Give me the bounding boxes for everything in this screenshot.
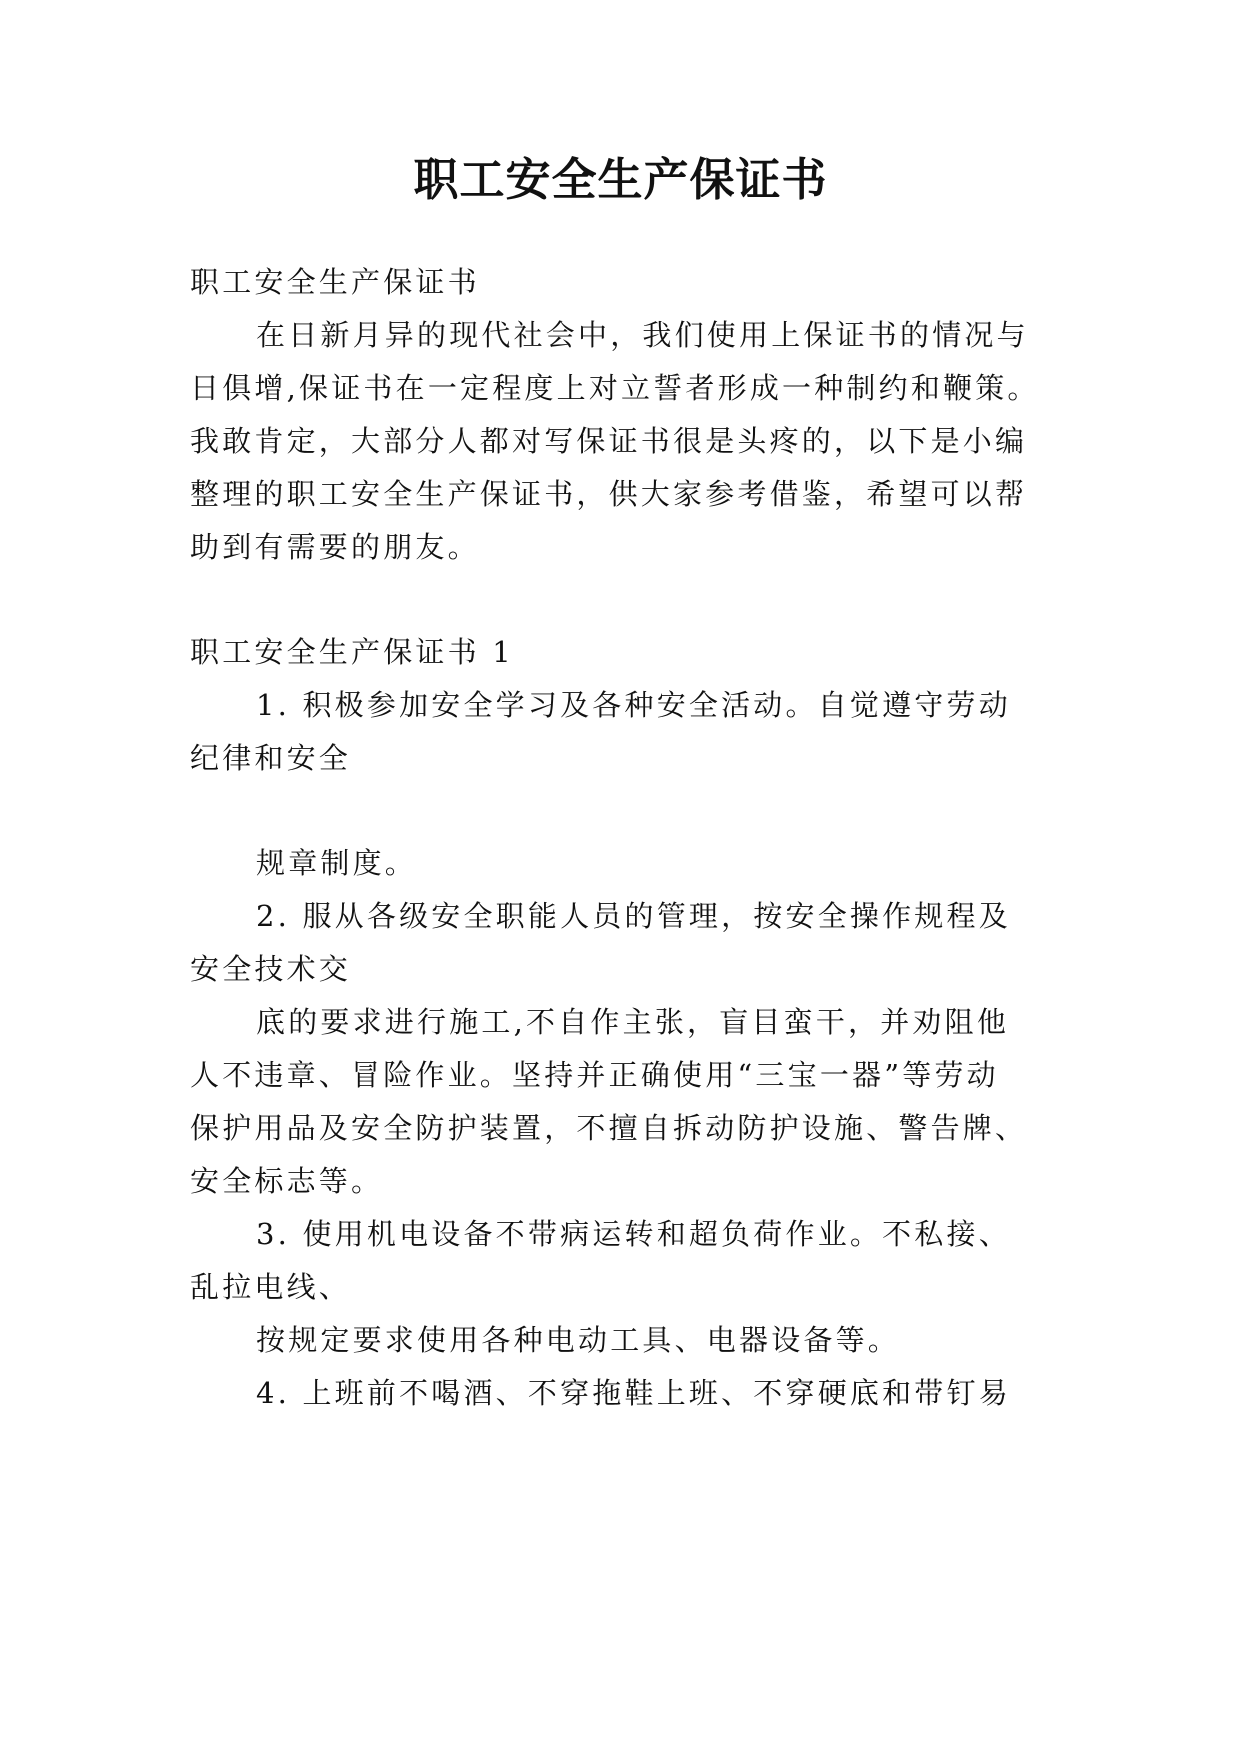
list-item-line: 乱拉电线、 <box>190 1270 352 1304</box>
paragraph-line: 助到有需要的朋友。 <box>190 530 480 564</box>
list-item-line: 3. 使用机电设备不带病运转和超负荷作业。不私接、 <box>256 1217 1011 1251</box>
paragraph-line: 底的要求进行施工,不自作主张，盲目蛮干，并劝阻他 <box>256 1005 1010 1039</box>
paragraph-line: 我敢肯定，大部分人都对写保证书很是头疼的，以下是小编 <box>190 424 1028 458</box>
paragraph-line: 保护用品及安全防护装置，不擅自拆动防护设施、警告牌、 <box>190 1111 1028 1145</box>
paragraph-line: 人不违章、冒险作业。坚持并正确使用“三宝一器”等劳动 <box>190 1058 999 1092</box>
paragraph-line: 整理的职工安全生产保证书，供大家参考借鉴，希望可以帮 <box>190 477 1028 511</box>
paragraph-line: 安全标志等。 <box>190 1164 384 1198</box>
section-heading: 职工安全生产保证书 <box>190 265 480 299</box>
list-item-line: 纪律和安全 <box>190 741 352 775</box>
list-item-line: 安全技术交 <box>190 952 352 986</box>
list-item-line: 4. 上班前不喝酒、不穿拖鞋上班、不穿硬底和带钉易 <box>256 1376 1011 1410</box>
document-title: 职工安全生产保证书 <box>413 153 828 206</box>
section-heading: 职工安全生产保证书 1 <box>190 635 514 669</box>
paragraph-line: 日俱增,保证书在一定程度上对立誓者形成一种制约和鞭策。 <box>190 371 1040 405</box>
list-item-line: 1. 积极参加安全学习及各种安全活动。自觉遵守劳动 <box>256 688 1011 722</box>
paragraph-line: 按规定要求使用各种电动工具、电器设备等。 <box>256 1323 901 1357</box>
list-item-line: 2. 服从各级安全职能人员的管理，按安全操作规程及 <box>256 899 1011 933</box>
paragraph-line: 规章制度。 <box>256 846 418 880</box>
paragraph-line: 在日新月异的现代社会中，我们使用上保证书的情况与 <box>256 318 1029 352</box>
